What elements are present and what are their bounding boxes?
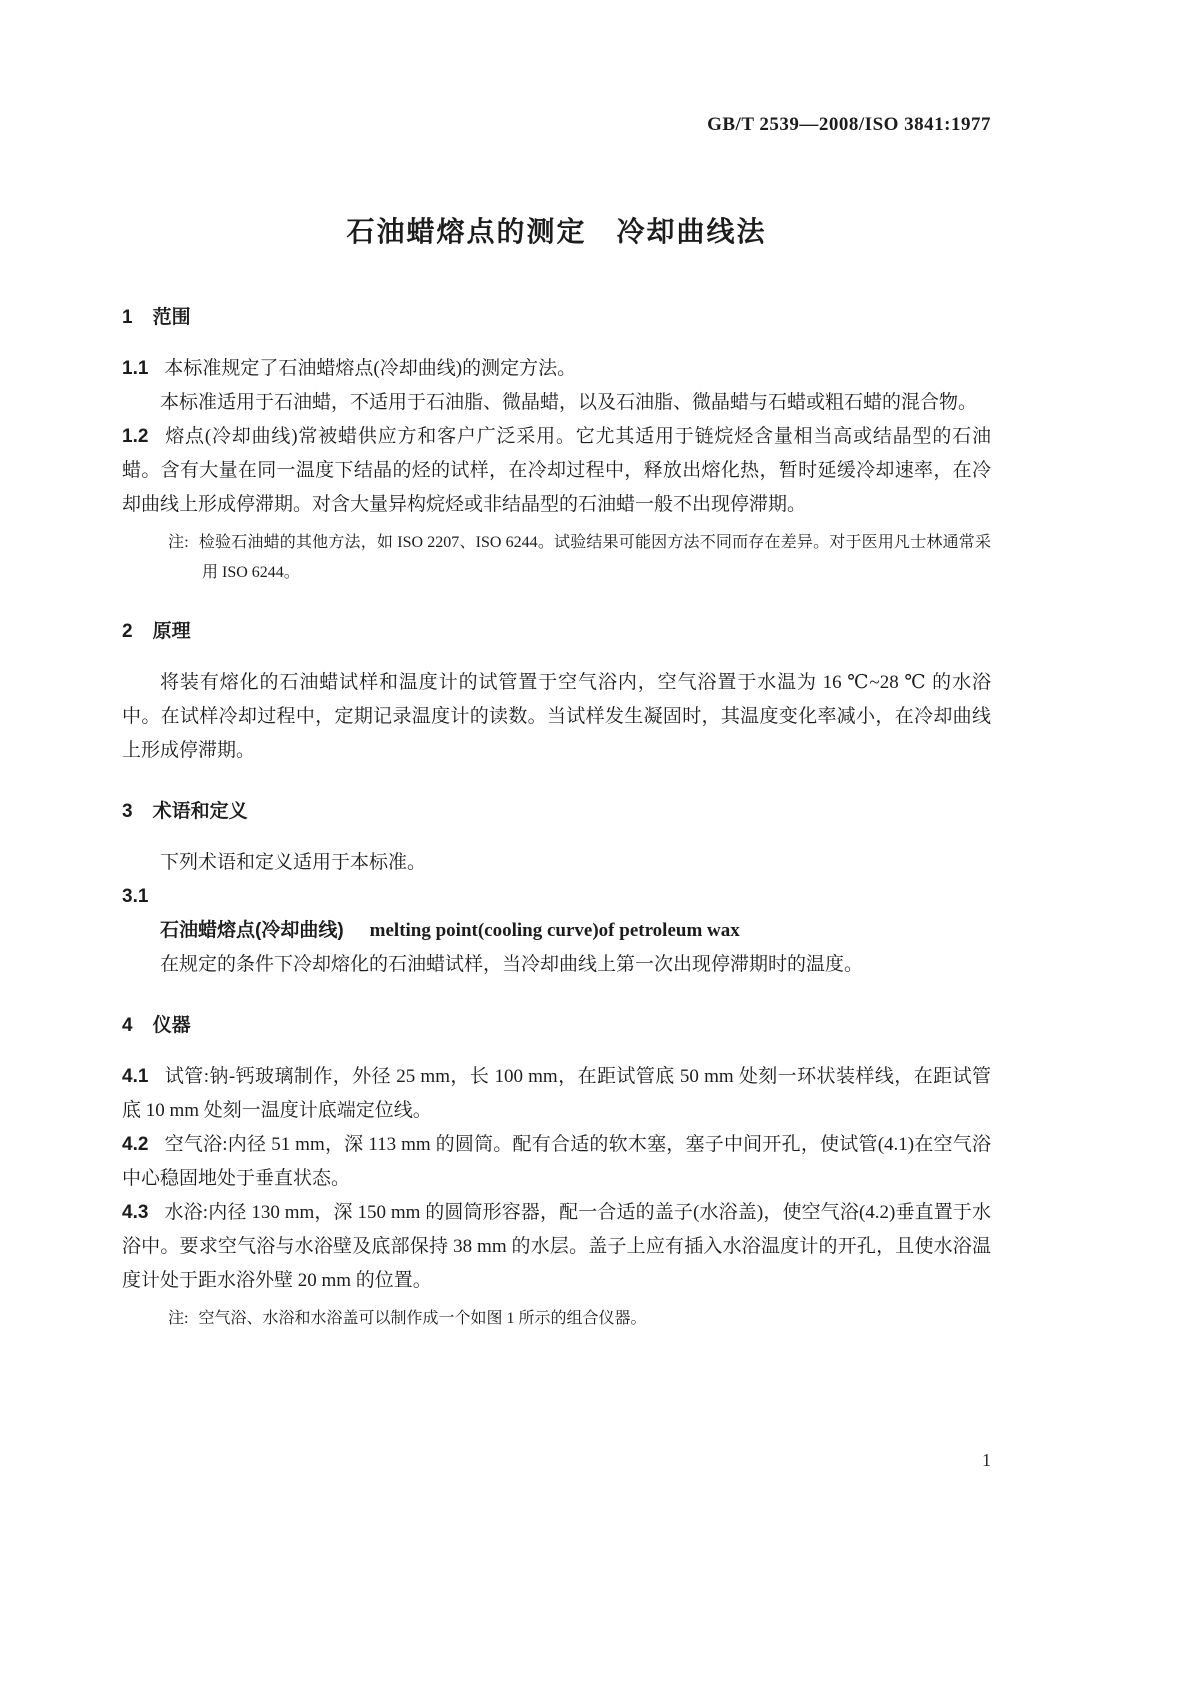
document-header <box>122 112 991 138</box>
clause-number: 4.1 <box>122 1066 149 1087</box>
term-chinese: 石油蜡熔点(冷却曲线) <box>160 920 344 941</box>
section-title: 原理 <box>152 621 191 642</box>
clause-1-1 <box>122 352 991 386</box>
section-number: 4 <box>122 1015 133 1036</box>
principle-paragraph: 将装有熔化的石油蜡试样和温度计的试管置于空气浴内，空气浴置于水温为 16 ℃~28 ℃ 的水浴中。在试样冷却过程中，定期记录温度计的读数。当试样发生凝固时，其温度变化率减小，在冷却曲线上形成停滞期。 <box>122 672 991 761</box>
section-principle-heading <box>122 618 991 646</box>
note-scope <box>168 528 991 588</box>
note-label: 注: <box>168 1310 189 1327</box>
document-title: 石油蜡熔点的测定 冷却曲线法 <box>346 216 767 247</box>
terms-intro: 下列术语和定义适用于本标准。 <box>160 852 427 873</box>
section-terms-heading <box>122 798 991 826</box>
section-scope <box>122 304 991 588</box>
clause-text: 空气浴:内径 51 mm，深 113 mm 的圆筒。配有合适的软木塞，塞子中间开孔，使试管(4.1)在空气浴中心稳固地处于垂直状态。 <box>122 1134 991 1189</box>
note-label: 注: <box>168 534 189 551</box>
section-number: 1 <box>122 307 133 328</box>
clause-number: 4.2 <box>122 1134 149 1155</box>
clause-4-3 <box>122 1196 991 1298</box>
section-scope-heading <box>122 304 991 332</box>
note-text: 检验石油蜡的其他方法，如 ISO 2207、ISO 6244。试验结果可能因方法不同而存在差异。对于医用凡士林通常采用 ISO 6244。 <box>198 534 991 581</box>
clause-number: 1.1 <box>122 358 149 379</box>
clause-number: 4.3 <box>122 1202 149 1223</box>
term-definition-heading <box>122 914 991 948</box>
clause-text: 试管:钠-钙玻璃制作，外径 25 mm，长 100 mm，在距试管底 50 mm 处刻一环状装样线，在距试管底 10 mm 处刻一温度计底端定位线。 <box>122 1066 991 1121</box>
term-english: melting point(cooling curve)of petroleum wax <box>369 920 740 941</box>
section-principle <box>122 618 991 768</box>
clause-4-2 <box>122 1128 991 1196</box>
clause-text: 熔点(冷却曲线)常被蜡供应方和客户广泛采用。它尤其适用于链烷烃含量相当高或结晶型的石油蜡。含有大量在同一温度下结晶的烃的试样，在冷却过程中，释放出熔化热，暂时延缓冷却速率，在冷却曲线上形成停滞期。对含大量异构烷烃或非结晶型的石油蜡一般不出现停滞期。 <box>122 426 991 515</box>
note-apparatus <box>168 1304 991 1334</box>
clause-text: 水浴:内径 130 mm，深 150 mm 的圆筒形容器，配一合适的盖子(水浴盖)，使空气浴(4.2)垂直置于水浴中。要求空气浴与水浴壁及底部保持 38 mm 的水层。盖子上应有插入水浴温度计的开孔，且使水浴温度计处于距水浴外壁 20 mm 的位置。 <box>122 1202 991 1291</box>
section-apparatus <box>122 1012 991 1334</box>
section-apparatus-heading <box>122 1012 991 1040</box>
section-terms <box>122 798 991 982</box>
clause-1-1-paragraph-2: 本标准适用于石油蜡，不适用于石油脂、微晶蜡，以及石油脂、微晶蜡与石蜡或粗石蜡的混合物。 <box>160 392 978 413</box>
clause-3-1 <box>122 880 991 914</box>
clause-1-2 <box>122 420 991 522</box>
standard-code: GB/T 2539—2008/ISO 3841:1977 <box>707 114 991 135</box>
term-definition-text: 在规定的条件下冷却熔化的石油蜡试样，当冷却曲线上第一次出现停滞期时的温度。 <box>160 954 864 975</box>
clause-number: 3.1 <box>122 886 149 907</box>
clause-text: 本标准规定了石油蜡熔点(冷却曲线)的测定方法。 <box>164 358 577 379</box>
clause-4-1 <box>122 1060 991 1128</box>
section-title: 范围 <box>152 307 191 328</box>
section-number: 2 <box>122 621 133 642</box>
clause-number: 1.2 <box>122 426 149 447</box>
page-number: 1 <box>982 1450 991 1470</box>
section-number: 3 <box>122 801 133 822</box>
section-title: 术语和定义 <box>152 801 248 822</box>
note-text: 空气浴、水浴和水浴盖可以制作成一个如图 1 所示的组合仪器。 <box>198 1310 647 1327</box>
section-title: 仪器 <box>152 1015 191 1036</box>
